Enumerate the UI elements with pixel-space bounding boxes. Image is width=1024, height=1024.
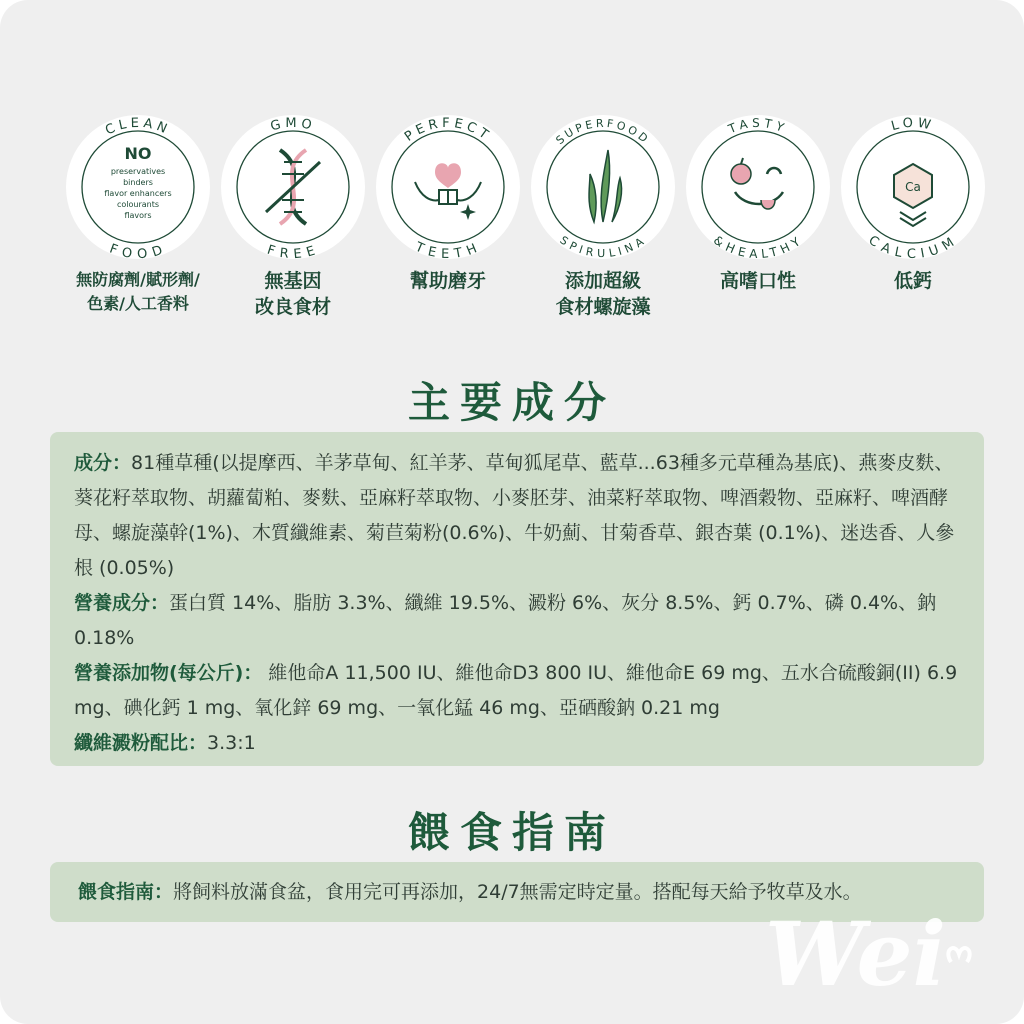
badge-ring-bottom: FOOD	[107, 241, 169, 262]
ingredients-panel	[50, 432, 984, 766]
badge-ring-top: PERFECT	[402, 115, 494, 145]
watermark-text: Wei	[765, 902, 947, 1006]
badge-ring-top: TASTY	[726, 115, 790, 137]
nutrition-label: 營養成分：	[74, 592, 170, 614]
badge-line: colourants	[116, 200, 160, 209]
badge-gmo-free	[218, 112, 368, 320]
clean-food-seal-icon	[63, 112, 213, 262]
calcium-hexagon-icon	[838, 112, 988, 262]
badge-ring-top: CLEAN	[103, 115, 173, 139]
badge-ring-bottom: FREE	[265, 242, 321, 262]
badge-headline: NO	[124, 144, 152, 163]
badge-ring-top: LOW	[889, 115, 936, 135]
nutrition-text: 蛋白質 14%、脂肪 3.3%、纖維 19.5%、澱粉 6%、灰分 8.5%、鈣 0.7%、磷 0.4%、鈉 0.18%	[74, 592, 937, 649]
feeding-text: 將飼料放滿食盆，食用完可再添加，24/7無需定時定量。搭配每天給予牧草及水。	[173, 881, 862, 903]
badge-ring-top: GMO	[268, 115, 318, 135]
badge-perfect-teeth	[373, 112, 523, 294]
badge-caption-line: 高嗜口性	[719, 270, 796, 292]
additives-text: 維他命A 11,500 IU、維他命D3 800 IU、維他命E 69 mg、五水合硫酸銅(II) 6.9 mg、碘化鈣 1 mg、氧化鋅 69 mg、一氧化錳 46 mg、亞硒酸鈉 0.21 mg	[74, 662, 958, 719]
badge-superfood-spirulina	[528, 112, 678, 320]
badge-ring-bottom: TEETH	[413, 239, 483, 262]
ingredients-text: 81種草種(以提摩西、羊茅草甸、紅羊茅、草甸狐尾草、藍草...63種多元草種為基底)、燕麥皮麩、葵花籽萃取物、胡蘿蔔粕、麥麩、亞麻籽萃取物、小麥胚芽、油菜籽萃取物、啤酒穀物、亞麻籽、啤酒酵母、螺旋藻幹(1%)、木質纖維素、菊苣菊粉(0.6%)、牛奶薊、甘菊香草、銀杏葉 (0.1%)、迷迭香、人參根 (0.05%)	[74, 452, 955, 579]
badge-ring-bottom: &HEALTHY	[711, 232, 806, 261]
calcium-symbol: Ca	[905, 180, 921, 194]
badge-caption	[528, 268, 678, 320]
badge-ring-bottom: CALCIUM	[865, 232, 961, 262]
badge-ring-top: SUPERFOOD	[553, 116, 653, 148]
badge-caption	[218, 268, 368, 320]
badge-caption-line: 改良食材	[254, 296, 331, 318]
badge-caption	[63, 268, 213, 316]
dna-icon	[218, 112, 368, 262]
ingredients-title: 主要成分	[407, 378, 616, 427]
feeding-title: 餵食指南	[407, 808, 616, 857]
badge-line: flavor enhancers	[104, 189, 172, 198]
badge-clean-food	[63, 112, 213, 316]
fiber-ratio-paragraph	[74, 726, 964, 761]
ingredients-label: 成分：	[74, 452, 132, 474]
tasty-face-icon	[683, 112, 833, 262]
badge-caption-line: 無防腐劑/賦形劑/	[76, 270, 200, 289]
fiber-ratio-text: 3.3:1	[207, 732, 256, 754]
badge-caption-line: 幫助磨牙	[409, 270, 486, 292]
badge-caption	[373, 268, 523, 294]
badge-caption-line: 色素/人工香料	[87, 294, 189, 313]
tooth-icon	[373, 112, 523, 262]
badge-caption	[683, 268, 833, 294]
badge-ring-bottom: SPIRULINA	[557, 233, 649, 261]
badge-line: preservatives	[110, 167, 166, 176]
badge-line: binders	[123, 178, 153, 187]
badge-caption-line: 低鈣	[893, 270, 932, 292]
badge-caption-line: 食材螺旋藻	[555, 296, 651, 318]
additives-label: 營養添加物(每公斤)：	[74, 662, 263, 684]
badge-line: flavors	[124, 211, 152, 220]
ingredients-paragraph	[74, 446, 964, 586]
badge-caption-line: 添加超級	[564, 270, 641, 292]
feature-badges	[0, 112, 1024, 332]
feeding-label: 餵食指南：	[78, 881, 174, 903]
badge-caption	[838, 268, 988, 294]
additives-paragraph	[74, 656, 964, 726]
spirulina-icon	[528, 112, 678, 262]
badge-low-calcium	[838, 112, 988, 294]
wei-watermark-logo	[755, 900, 985, 1010]
badge-caption-line: 無基因	[264, 270, 322, 292]
nutrition-paragraph	[74, 586, 964, 656]
fiber-ratio-label: 纖維澱粉配比：	[74, 732, 208, 754]
badge-tasty-healthy	[683, 112, 833, 294]
